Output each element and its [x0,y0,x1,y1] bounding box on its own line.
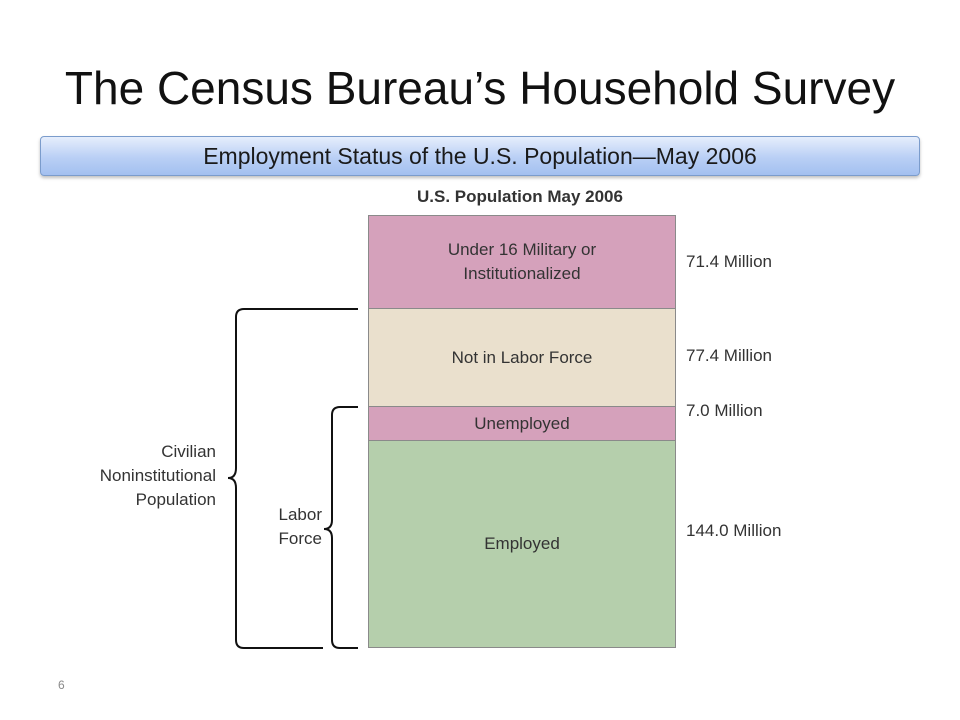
segment-under16-military-institutionalized [368,215,676,309]
subtitle-text: Employment Status of the U.S. Population—May 2006 [203,143,757,169]
value-not-in-labor-force: 77.4 Million [686,346,772,365]
label-line: Noninstitutional [99,466,216,485]
segment-label-line: Under 16 Military or [447,240,597,259]
segment-label: Unemployed [474,413,570,433]
label-line: Population [135,490,216,509]
segment-label-line: Institutionalized [463,264,581,283]
label-line: Force [278,529,322,548]
column-heading: U.S. Population May 2006 [417,187,623,206]
segment-employed [368,440,676,648]
value-unemployed: 7.0 Million [686,401,763,420]
value-under16: 71.4 Million [686,252,772,271]
civilian-population-bracket [228,309,358,648]
segment-unemployed [368,406,676,441]
page-number: 6 [58,678,65,692]
slide-title: The Census Bureau’s Household Survey [64,62,896,114]
labor-force-label [240,503,322,551]
segment-not-in-labor-force [368,308,676,407]
value-employed: 144.0 Million [686,521,782,540]
segment-label: Not in Labor Force [451,347,593,367]
labor-force-bracket [324,407,358,648]
label-line: Labor [278,505,322,524]
subtitle-banner [40,136,920,176]
civilian-population-label [40,440,216,512]
segment-label [448,238,596,286]
label-line: Civilian [161,442,216,461]
segment-label: Employed [484,534,560,553]
